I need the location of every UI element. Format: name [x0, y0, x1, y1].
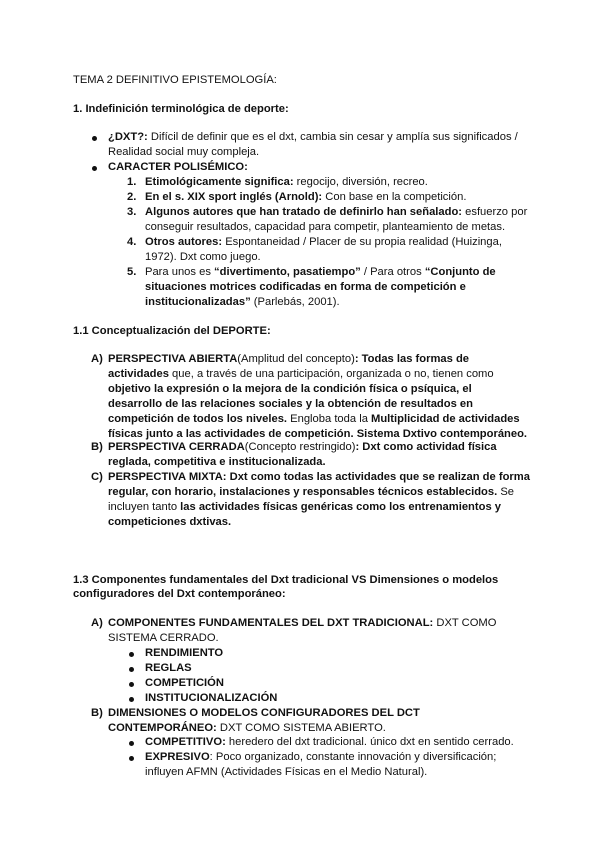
list-letter: C)	[91, 471, 103, 483]
componente-item: RENDIMIENTO	[145, 647, 224, 659]
section-1-heading: 1. Indefinición terminológica de deporte:	[73, 103, 289, 115]
dimensiones-label: CONTEMPORÁNEO:	[108, 722, 217, 734]
bullet-icon	[92, 166, 97, 171]
dimensiones-line2	[108, 721, 386, 735]
list-item-5-bold2: “Conjunto de	[424, 266, 496, 278]
componentes-label: COMPONENTES FUNDAMENTALES DEL DXT TRADICIONAL:	[108, 617, 434, 629]
perspectiva-abierta-line3: objetivo la expresión o la mejora de la condición física o psíquica, el	[108, 383, 472, 395]
perspectiva-abierta-l5-text: Engloba toda la	[287, 413, 372, 425]
bullet-icon	[129, 741, 134, 746]
perspectiva-cerrada-def: : Dxt como actividad física	[355, 441, 497, 453]
componentes-line2: SISTEMA CERRADO.	[108, 632, 219, 644]
list-item-2-text: Con base en la competición.	[322, 191, 467, 203]
list-item-5-line2: situaciones motrices codificadas en forma de competición e	[145, 281, 466, 293]
perspectiva-mixta-line2	[108, 485, 514, 499]
bullet-icon	[129, 682, 134, 687]
perspectiva-abierta-l5-bold: competición de todos los niveles.	[108, 413, 288, 425]
perspectiva-cerrada-line1	[108, 440, 497, 454]
dimensiones-line1: DIMENSIONES O MODELOS CONFIGURADORES DEL DCT	[108, 707, 420, 719]
list-letter: A)	[91, 353, 103, 365]
bullet-icon	[129, 697, 134, 702]
perspectiva-abierta-l2-bold: actividades	[108, 368, 169, 380]
dimension-competitivo-text: heredero del dxt tradicional. único dxt en sentido cerrado.	[225, 736, 514, 748]
perspectiva-abierta-line5	[108, 412, 520, 426]
perspectiva-abierta-l5-bold2: Multiplicidad de actividades	[371, 413, 520, 425]
perspectiva-abierta-l6-bold2: Sistema Dxtivo contemporáneo.	[356, 428, 528, 440]
list-letter: A)	[91, 617, 103, 629]
bullet-dxt-line2: Realidad social muy compleja.	[108, 146, 260, 158]
bullet-dxt-text: Difícil de definir que es el dxt, cambia sin cesar y amplía sus significados /	[147, 131, 518, 143]
bullet-icon	[129, 652, 134, 657]
perspectiva-mixta-line1: PERSPECTIVA MIXTA: Dxt como todas las actividades que se realizan de forma	[108, 471, 530, 483]
list-number: 4.	[127, 236, 137, 248]
list-item-5-bold: “divertimento, pasatiempo”	[214, 266, 361, 278]
dimension-competitivo	[145, 735, 514, 749]
dimension-expresivo	[145, 750, 496, 764]
componentes-text: DXT COMO	[433, 617, 497, 629]
bullet-polisemico-label: CARACTER POLISÉMICO:	[108, 161, 248, 173]
section-1-3-heading-line1: 1.3 Componentes fundamentales del Dxt tradicional VS Dimensiones o modelos	[73, 574, 499, 586]
list-letter: B)	[91, 707, 103, 719]
list-item-3-bold: Algunos autores que han tratado de definirlo han señalado:	[145, 206, 463, 218]
perspectiva-abierta-line1	[108, 352, 469, 366]
list-item-3	[145, 205, 527, 219]
perspectiva-mixta-l2-text: Se	[497, 486, 515, 498]
perspectiva-cerrada-note: (Concepto restringido)	[244, 441, 356, 453]
list-item-1	[145, 175, 428, 189]
list-item-3-text: esfuerzo por	[462, 206, 528, 218]
componentes-line1	[108, 616, 496, 630]
list-item-2-bold: En el s. XIX sport inglés (Arnold):	[145, 191, 323, 203]
dimension-expresivo-label: EXPRESIVO	[145, 751, 210, 763]
list-item-1-bold: Etimológicamente significa:	[145, 176, 294, 188]
list-item-5-line3	[145, 295, 340, 309]
list-letter: B)	[91, 441, 103, 453]
list-item-5-line3-text: (Parlebás, 2001).	[250, 296, 340, 308]
perspectiva-abierta-l2-text: que, a través de una participación, organizada o no, tienen como	[168, 368, 494, 380]
list-item-5-mid: / Para otros	[360, 266, 425, 278]
perspectiva-abierta-label: PERSPECTIVA ABIERTA	[108, 353, 238, 365]
perspectiva-mixta-l2-bold: regular, con horario, instalaciones y responsables técnicos establecidos.	[108, 486, 498, 498]
componente-item: REGLAS	[145, 662, 192, 674]
list-item-4-line2: 1972). Dxt como juego.	[145, 251, 261, 263]
list-item-4-text: Espontaneidad / Placer de su propia realidad (Huizinga,	[222, 236, 502, 248]
bullet-icon	[129, 756, 134, 761]
bullet-icon	[92, 136, 97, 141]
list-item-5-pre: Para unos es	[145, 266, 215, 278]
componente-item: COMPETICIÓN	[145, 677, 224, 689]
dimensiones-text: DXT COMO SISTEMA ABIERTO.	[216, 722, 386, 734]
dimension-expresivo-line2: influyen AFMN (Actividades Físicas en el Medio Natural).	[145, 766, 428, 778]
list-item-4	[145, 235, 502, 249]
document-title: TEMA 2 DEFINITIVO EPISTEMOLOGÍA:	[73, 74, 277, 86]
perspectiva-abierta-l6-bold: físicas junto a las actividades de competición.	[108, 428, 354, 440]
list-number: 2.	[127, 191, 137, 203]
perspectiva-mixta-l3-bold: las actividades físicas genéricas como los entrenamientos y	[180, 501, 502, 513]
list-item-3-line2: conseguir resultados, capacidad para competir, planteamiento de metas.	[145, 221, 506, 233]
list-item-5	[145, 265, 496, 279]
perspectiva-abierta-note: (Amplitud del concepto)	[237, 353, 355, 365]
list-number: 1.	[127, 176, 137, 188]
perspectiva-mixta-line3	[108, 500, 501, 514]
dimension-competitivo-label: COMPETITIVO:	[145, 736, 226, 748]
bullet-dxt-label: ¿DXT?:	[108, 131, 148, 143]
perspectiva-abierta-line6	[108, 427, 527, 441]
section-1-3-heading-line2: configuradores del Dxt contemporáneo:	[73, 588, 286, 600]
perspectiva-cerrada-line2: reglada, competitiva e institucionalizada.	[108, 456, 326, 468]
perspectiva-abierta-line4: desarrollo de las relaciones sociales y la obtención de resultados en	[108, 398, 473, 410]
list-item-5-line3-bold: institucionalizadas”	[145, 296, 251, 308]
list-item-1-text: regocijo, diversión, recreo.	[293, 176, 428, 188]
section-1-1-heading: 1.1 Conceptualización del DEPORTE:	[73, 325, 271, 337]
perspectiva-cerrada-label: PERSPECTIVA CERRADA	[108, 441, 245, 453]
perspectiva-mixta-l3-text: incluyen tanto	[108, 501, 181, 513]
bullet-icon	[129, 667, 134, 672]
list-number: 5.	[127, 266, 137, 278]
componente-item: INSTITUCIONALIZACIÓN	[145, 692, 278, 704]
list-item-4-bold: Otros autores:	[145, 236, 223, 248]
bullet-dxt-line1	[108, 130, 518, 144]
dimension-expresivo-text: : Poco organizado, constante innovación y diversificación;	[209, 751, 497, 763]
perspectiva-abierta-def: : Todas las formas de	[354, 353, 470, 365]
list-item-2	[145, 190, 466, 204]
perspectiva-abierta-line2	[108, 367, 494, 381]
perspectiva-mixta-line4: competiciones dxtivas.	[108, 516, 232, 528]
list-number: 3.	[127, 206, 137, 218]
